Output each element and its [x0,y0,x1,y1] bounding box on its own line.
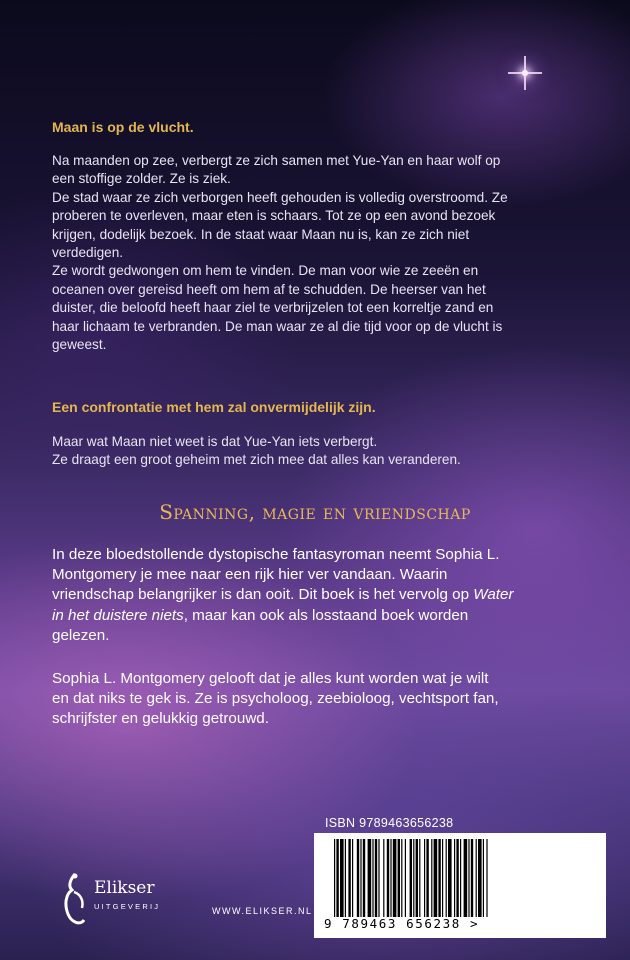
blurb-paragraph-2: Maar wat Maan niet weet is dat Yue-Yan iets verbergt. Ze draagt een groot geheim met zich mee dat alles kan veranderen. [52,434,461,468]
publisher-subtitle: UITGEVERIJ [94,902,161,911]
barcode-bars [334,839,596,917]
barcode-bar [410,839,412,917]
publisher-logo [58,870,208,930]
isbn-label: ISBN 9789463656238 [325,816,454,830]
barcode-bar [460,839,461,917]
barcode-bar [486,839,487,917]
barcode-bar [446,839,447,917]
barcode-bar [352,839,353,917]
barcode-bar [413,839,414,917]
barcode-bar [426,839,428,917]
bright-star [522,70,528,76]
barcode-bar [456,839,458,917]
barcode-bar [340,839,344,917]
barcode-bar [360,839,361,917]
barcode-bar [375,839,377,917]
barcode-bar [401,839,402,917]
tagline: Spanning, magie en vriendschap [159,500,471,524]
publisher-name: Elikser [94,878,155,898]
barcode-bar [405,839,406,917]
logo-emblem-icon [58,870,92,930]
publisher-website: WWW.ELIKSER.NL [212,906,313,916]
barcode-bar [383,839,384,917]
blurb-paragraph-1: Na maanden op zee, verbergt ze zich samen met Yue-Yan en haar wolf op een stoffige zolder. Ze is ziek. De stad waar ze zich verborgen heeft gehouden is volledig overstroomd. Ze proberen te overleven, maar eten is schaars. Tot ze op een avond bezoek krijgen, dodelijk bezoek. In de staat waar Maan nu is, kan ze zich niet verdedigen. Ze wordt gedwongen om hem te vinden. De man voor wie ze zeeën en oceanen over gereisd heeft om hem af te schudden. De heerser van het duister, die beloofd heeft haar ziel te verbrijzelen tot een korreltje zand en haar lichaam te verbranden. De man waar ze al die tijd voor op de vlucht is geweest. [52,153,508,353]
barcode-bar [431,839,432,917]
barcode-bar [345,839,346,917]
barcode-bar [387,839,389,917]
author-bio: Sophia L. Montgomery gelooft dat je alles kunt worden wat je wilt en dat niks te gek is. Ze is psycholoog, zeebioloog, vechtsport fan, schrijfster en gelukkig getrouwd. [52,670,499,728]
barcode [314,833,606,938]
barcode-bar [368,839,372,917]
barcode-bar [468,839,469,917]
barcode-bar [390,839,391,917]
barcode-digits: 9 789463 656238 > [324,916,480,931]
barcode-bar [336,839,338,917]
barcode-bar [393,839,397,917]
description-paragraph: In deze bloedstollende dystopische fantasyroman neemt Sophia L. Montgomery je mee naar een rijk hier ver vandaan. Waarin vriendschap belangrijker is dan ooit. Dit boek is het vervolg op Water in het duistere niets, maar kan ook als losstaand boek worden gelezen. [52,546,514,644]
barcode-bar [334,839,335,917]
confrontation-heading: Een confrontatie met hem zal onvermijdelijk zijn. [52,399,376,415]
barcode-bar [378,839,379,917]
barcode-bar [348,839,350,917]
barcode-bar [448,839,452,917]
barcode-bar [476,839,477,917]
blurb-heading: Maan is op de vlucht. [52,119,194,135]
barcode-bar [454,839,455,917]
barcode-bar [372,839,373,917]
barcode-bar [434,839,438,917]
barcode-bar [464,839,468,917]
barcode-bar [424,839,425,917]
barcode-bar [419,839,420,917]
barcode-bar [442,839,443,917]
barcode-bar [471,839,473,917]
barcode-bar [478,839,482,917]
barcode-bar [416,839,418,917]
barcode-bar [357,839,359,917]
barcode-bar [398,839,400,917]
barcode-bar [438,839,440,917]
barcode-bar [483,839,484,917]
barcode-bar [363,839,365,917]
